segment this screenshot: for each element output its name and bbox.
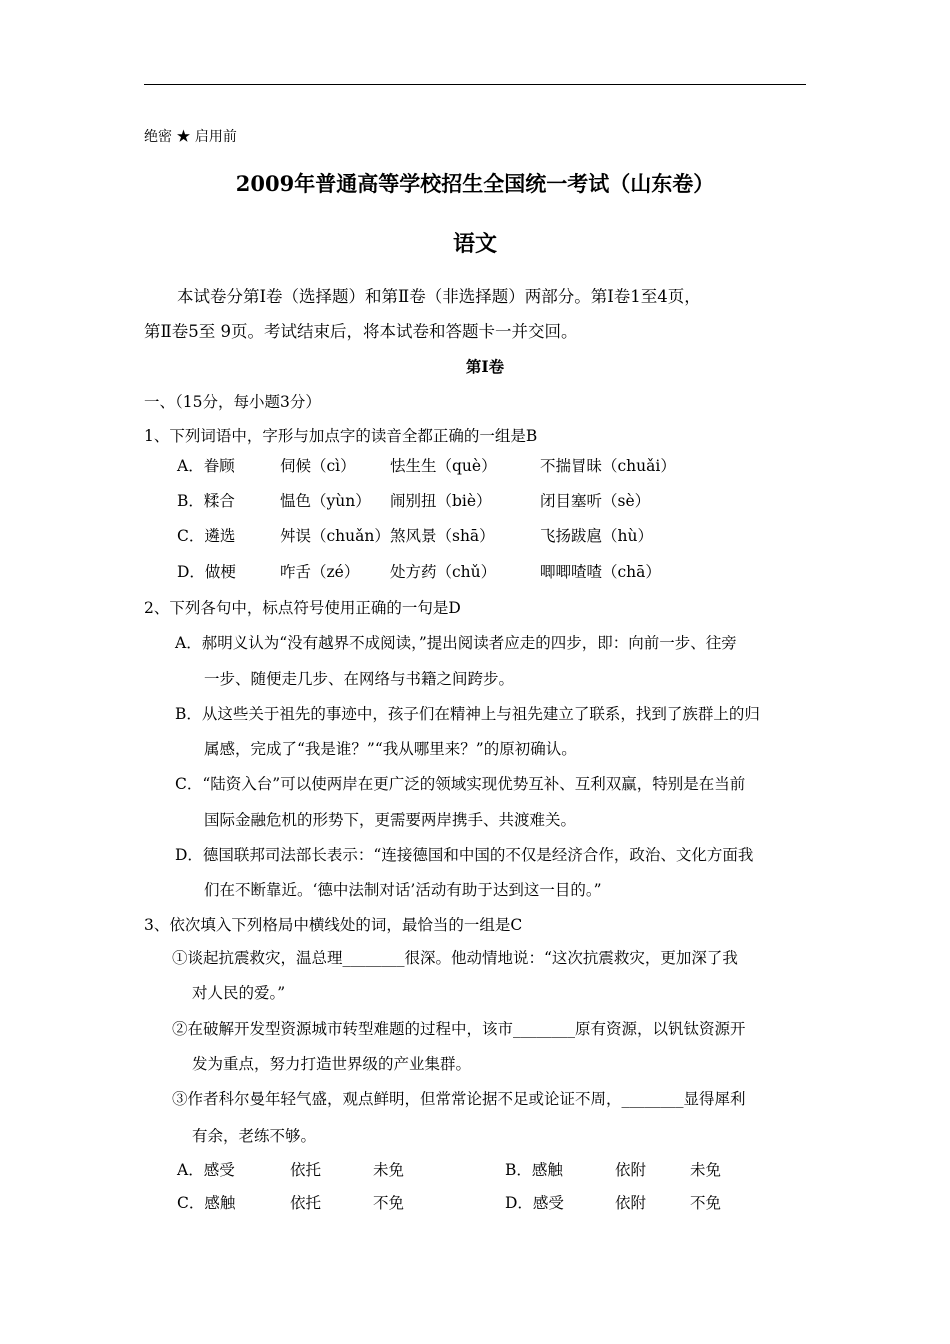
item-line: 有余，老练不够。 (192, 1127, 317, 1145)
option-cell: A．眷顾 (177, 457, 235, 475)
option-cell: 咋舌（zé） (280, 563, 360, 581)
option-line: 们在不断靠近。‘德中法制对话’活动有助于达到这一目的。” (204, 881, 602, 899)
question-stem: 3、依次填入下列格局中横线处的词，最恰当的一组是C (144, 916, 523, 934)
answer-option-cell: 依托 (290, 1194, 322, 1212)
option-cell: C．遴选 (177, 527, 236, 545)
option-cell: 闹别扭（biè） (390, 492, 492, 510)
option-line: 属感，完成了“我是谁？”“我从哪里来？”的原初确认。 (204, 740, 577, 758)
option-cell: 伺候（cì） (280, 457, 356, 475)
exam-title: 2009年普通高等学校招生全国统一考试（山东卷） (235, 171, 715, 196)
answer-option-cell: 未免 (373, 1161, 405, 1179)
option-cell: B．糅合 (177, 492, 235, 510)
option-cell: 唧唧喳喳（chā） (540, 563, 661, 581)
answer-option-cell: A．感受 (177, 1161, 235, 1179)
question-stem: 1、下列词语中，字形与加点字的读音全都正确的一组是B (144, 427, 538, 445)
option-line: 一步、随便走几步、在网络与书籍之间跨步。 (204, 670, 515, 688)
answer-option-cell: B．感触 (505, 1161, 563, 1179)
option-cell: 不揣冒昧（chuǎi） (540, 457, 676, 475)
part-heading: 一、（15分，每小题3分） (144, 393, 321, 411)
option-line: A．郝明义认为“没有越界不成阅读，”提出阅读者应走的四步，即：向前一步、往旁 (175, 634, 737, 652)
item-line: 对人民的爱。” (192, 984, 286, 1002)
answer-option-cell: 不免 (373, 1194, 405, 1212)
header-rule (144, 84, 806, 85)
option-cell: 煞风景（shā） (390, 527, 495, 545)
answer-option-cell: 依附 (615, 1161, 647, 1179)
answer-option-cell: 依托 (290, 1161, 322, 1179)
answer-option-cell: C．感触 (177, 1194, 236, 1212)
option-cell: 怯生生（què） (390, 457, 497, 475)
secret-label: 绝密 ★ 启用前 (144, 129, 237, 145)
section-title: 第Ⅰ卷 (465, 357, 505, 376)
answer-option-cell: 依附 (615, 1194, 647, 1212)
question-stem: 2、下列各句中，标点符号使用正确的一句是D (144, 599, 461, 617)
answer-option-cell: 未免 (690, 1161, 722, 1179)
option-cell: 闭目塞听（sè） (540, 492, 651, 510)
answer-option-cell: 不免 (690, 1194, 722, 1212)
item-line: ②在破解开发型资源城市转型难题的过程中，该市________原有资源，以钒钛资源开 (172, 1020, 746, 1038)
option-cell: 飞扬跋扈（hù） (540, 527, 653, 545)
item-line: ③作者科尔曼年轻气盛，观点鲜明，但常常论据不足或论证不周，________显得犀利 (172, 1090, 746, 1108)
option-line: 国际金融危机的形势下，更需要两岸携手、共渡难关。 (204, 811, 577, 829)
option-line: B．从这些关于祖先的事迹中，孩子们在精神上与祖先建立了联系，找到了族群上的归 (175, 705, 760, 723)
option-cell: 愠色（yùn） (280, 492, 371, 510)
option-cell: 舛误（chuǎn） (280, 527, 390, 545)
item-line: 发为重点，努力打造世界级的产业集群。 (192, 1055, 472, 1073)
intro-line: 第Ⅱ卷5至 9页。考试结束后，将本试卷和答题卡一并交回。 (144, 322, 578, 341)
option-line: C．“陆资入台”可以使两岸在更广泛的领域实现优势互补、互利双赢，特别是在当前 (175, 775, 746, 793)
answer-option-cell: D．感受 (505, 1194, 564, 1212)
intro-line: 本试卷分第Ⅰ卷（选择题）和第Ⅱ卷（非选择题）两部分。第Ⅰ卷1至4页， (177, 287, 701, 306)
subject-title: 语文 (452, 231, 497, 257)
option-cell: 处方药（chǔ） (390, 563, 497, 581)
option-line: D．德国联邦司法部长表示：“连接德国和中国的不仅是经济合作，政治、文化方面我 (175, 846, 754, 864)
option-cell: D．做梗 (177, 563, 236, 581)
item-line: ①谈起抗震救灾，温总理________很深。他动情地说：“这次抗震救灾，更加深了我 (172, 949, 738, 967)
